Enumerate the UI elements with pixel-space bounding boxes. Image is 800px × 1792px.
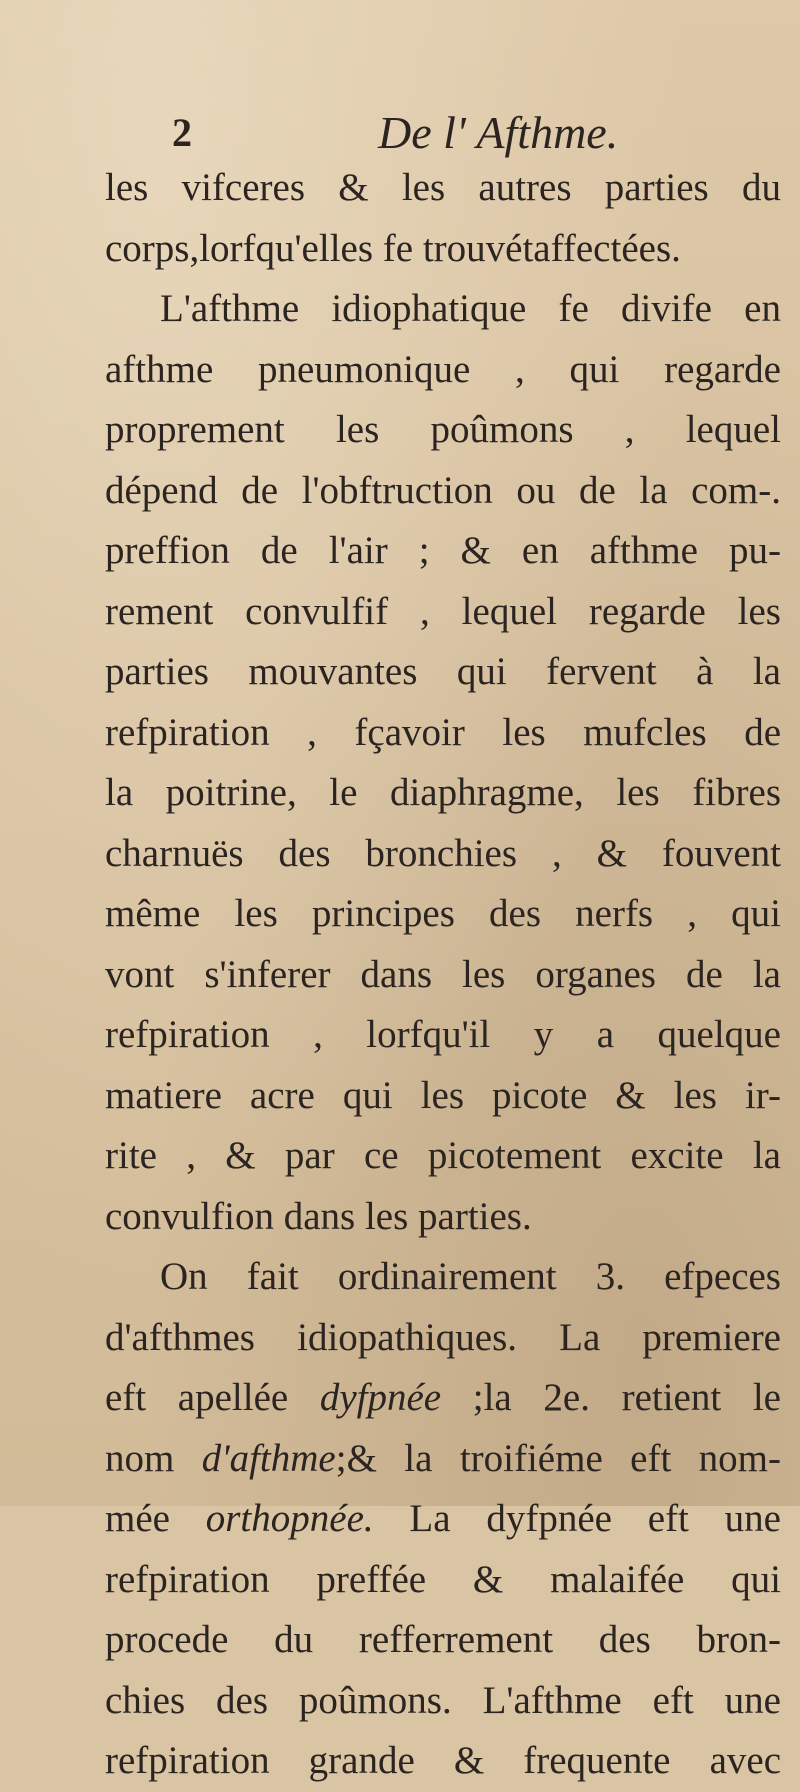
text-run: ;la 2e. retient le bbox=[441, 1376, 781, 1419]
text-run: ;& la troifiéme eft nom- bbox=[335, 1436, 781, 1480]
text-line bbox=[105, 1489, 781, 1550]
text-line: dépend de l'obftruction ou de la com-. bbox=[105, 468, 781, 512]
page-number: 2 bbox=[172, 110, 192, 155]
italic-term-asthme: d'afthme bbox=[201, 1436, 336, 1480]
text-line: parties mouvantes qui fervent à la bbox=[105, 650, 781, 693]
text-run: nom bbox=[105, 1436, 202, 1480]
text-line: L'afthme idiophatique fe divife en bbox=[160, 287, 781, 330]
text-line: même les principes des nerfs , qui bbox=[105, 892, 781, 935]
text-body bbox=[105, 158, 781, 1792]
text-line: preffion de l'air ; & en afthme pu- bbox=[105, 529, 781, 572]
text-line: matiere acre qui les picote & les ir- bbox=[105, 1073, 781, 1117]
text-line bbox=[105, 1368, 781, 1429]
text-line: les vifceres & les autres parties du bbox=[105, 166, 781, 209]
text-line: rement convulfif , lequel regarde les bbox=[105, 589, 781, 633]
running-title: De l' Afthme. bbox=[378, 107, 619, 158]
text-line: On fait ordinairement 3. efpeces bbox=[160, 1255, 781, 1298]
text-line bbox=[105, 1429, 781, 1490]
text-line: refpiration , lorfqu'il y a quelque bbox=[105, 1013, 781, 1056]
text-line: charnuës des bronchies , & fouvent bbox=[105, 831, 781, 875]
italic-term-dyspnee: dyfpnée bbox=[319, 1376, 442, 1419]
text-line: refpiration , fçavoir les mufcles de bbox=[105, 710, 781, 754]
text-line: convulfion dans les parties. bbox=[105, 1194, 532, 1238]
text-run: La dyfpnée eft une bbox=[373, 1497, 781, 1540]
text-line: proprement les poûmons , lequel bbox=[105, 408, 781, 451]
text-line: refpiration grande & frequente avec bbox=[105, 1739, 781, 1782]
text-line: afthme pneumonique , qui regarde bbox=[105, 347, 781, 391]
text-run: mée bbox=[105, 1497, 206, 1540]
text-line: vont s'inferer dans les organes de la bbox=[105, 952, 781, 996]
text-line: rite , & par ce picotement excite la bbox=[105, 1134, 781, 1177]
text-line: d'afthmes idiopathiques. La premiere bbox=[105, 1315, 781, 1359]
text-line: la poitrine, le diaphragme, les fibres bbox=[105, 771, 781, 814]
page-header bbox=[0, 103, 800, 163]
text-line: chies des poûmons. L'afthme eft une bbox=[105, 1678, 781, 1722]
italic-term-orthopnee: orthopnée. bbox=[205, 1497, 374, 1540]
text-line: corps,lorfqu'elles fe trouvétaffectées. bbox=[105, 226, 681, 270]
text-line: refpiration preffée & malaifée qui bbox=[105, 1557, 781, 1601]
text-run: eft apellée bbox=[105, 1376, 320, 1419]
text-line: procede du refferrement des bron- bbox=[105, 1618, 781, 1661]
